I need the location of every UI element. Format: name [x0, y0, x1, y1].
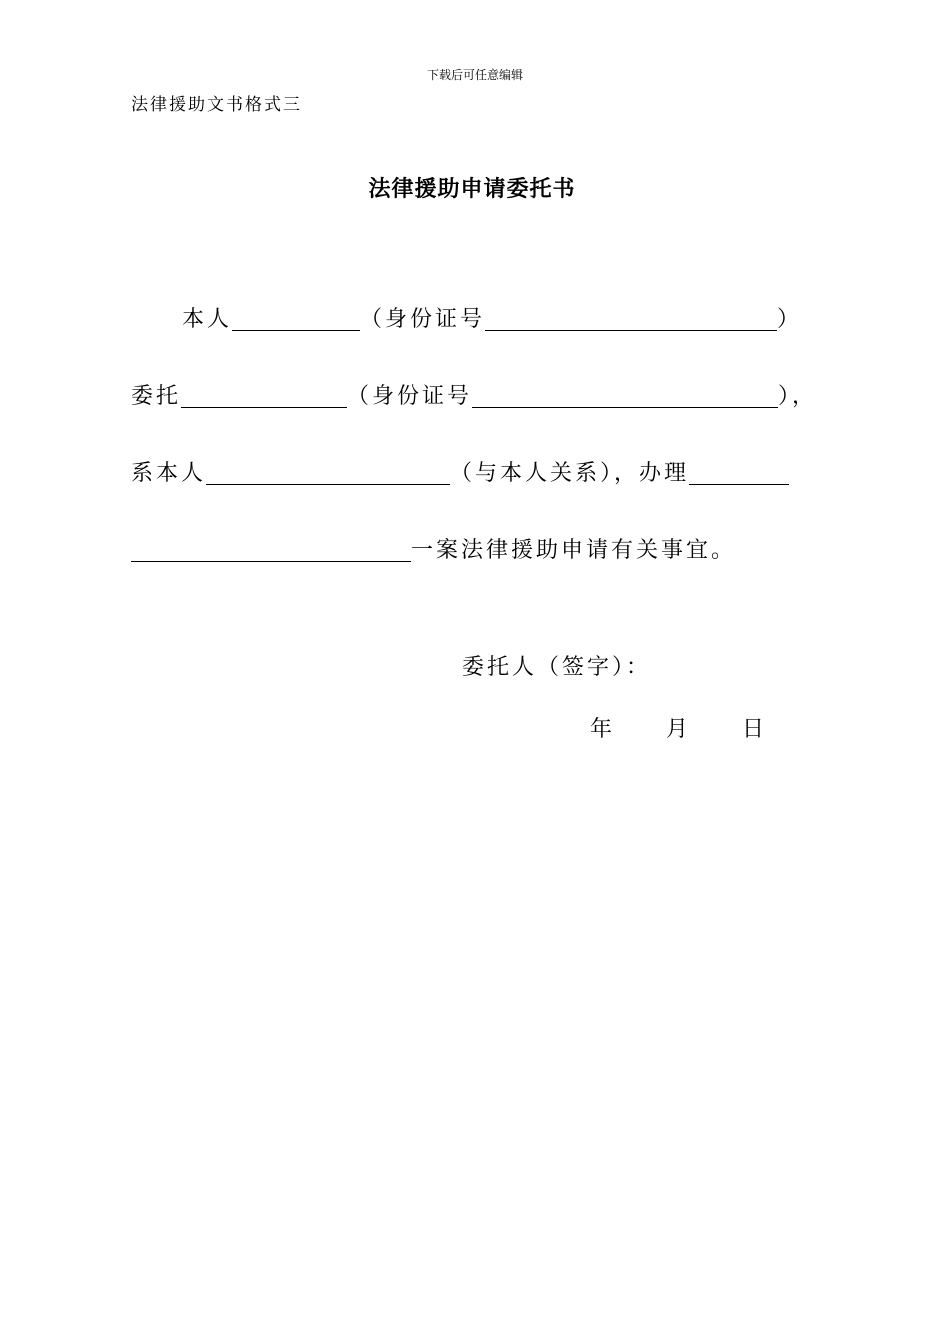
date-line [590, 712, 764, 743]
principal-close-paren: ） [777, 307, 803, 332]
date-year: 年 [590, 717, 613, 742]
relationship-label: （与本人关系），办理 [450, 461, 690, 486]
case-suffix: 一案法律援助申请有关事宜。 [411, 538, 737, 563]
signature-label: 委托人（签字）： [462, 655, 652, 680]
agent-line [131, 382, 817, 412]
document-format-label: 法律援助文书格式三 [131, 95, 302, 115]
case-name-blank-2[interactable] [131, 537, 411, 562]
agent-name-blank[interactable] [181, 383, 347, 408]
date-month: 月 [666, 717, 689, 742]
header-note: 下载后可任意编辑 [426, 68, 523, 82]
case-line [131, 536, 736, 566]
agent-prefix: 委托 [131, 384, 182, 409]
principal-id-blank[interactable] [485, 306, 777, 331]
agent-id-label: （身份证号 [347, 384, 473, 409]
principal-name-blank[interactable] [232, 306, 360, 331]
principal-prefix: 本人 [182, 307, 233, 332]
principal-line [182, 305, 802, 335]
agent-id-blank[interactable] [472, 383, 778, 408]
relationship-line [131, 459, 789, 489]
agent-close-paren: ）， [778, 384, 818, 409]
relationship-prefix: 系本人 [131, 461, 207, 486]
document-title: 法律援助申请委托书 [368, 177, 576, 202]
case-name-blank-1[interactable] [689, 460, 789, 485]
date-day: 日 [742, 717, 765, 742]
principal-id-label: （身份证号 [360, 307, 486, 332]
relationship-blank[interactable] [206, 460, 450, 485]
